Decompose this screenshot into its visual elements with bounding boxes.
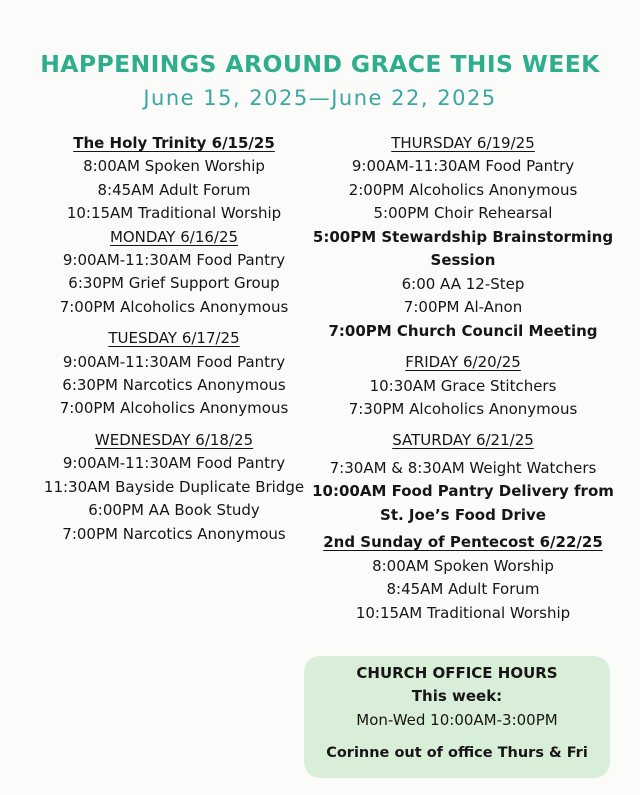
schedule-day-trinity (18, 132, 330, 226)
event-item: 11:30AM Bayside Duplicate Bridge (43, 477, 305, 496)
schedule-day-saturday (310, 429, 616, 527)
event-item: 6:30PM Grief Support Group (68, 274, 280, 293)
office-hours-box (304, 656, 610, 778)
event-item: 7:30PM Alcoholics Anonymous (348, 400, 578, 419)
event-item: 7:00PM Narcotics Anonymous (62, 524, 286, 543)
event-item: 6:30PM Narcotics Anonymous (62, 376, 286, 395)
date-range: June 15, 2025—June 22, 2025 (143, 86, 497, 110)
day-heading: SATURDAY 6/21/25 (392, 431, 534, 450)
office-hours-heading: CHURCH OFFICE HOURS (356, 664, 558, 682)
day-heading: TUESDAY 6/17/25 (108, 329, 240, 348)
event-item: 10:30AM Grace Stitchers (369, 376, 557, 395)
event-item: 7:00PM Al-Anon (403, 298, 523, 317)
day-heading: FRIDAY 6/20/25 (405, 353, 521, 372)
event-item: 2:00PM Alcoholics Anonymous (348, 180, 578, 199)
right-schedule-column (310, 132, 616, 625)
event-item: 7:00PM Alcoholics Anonymous (59, 399, 289, 418)
event-item: 8:45AM Adult Forum (97, 180, 251, 199)
schedule-day-wednesday (18, 429, 330, 546)
schedule-day-friday (310, 351, 616, 421)
event-item: 6:00 AA 12-Step (401, 274, 525, 293)
event-item-highlighted: 10:00AM Food Pantry Delivery from St. Joe’s Food Drive (312, 482, 614, 524)
schedule-day-thursday (310, 132, 616, 343)
day-heading: WEDNESDAY 6/18/25 (94, 430, 254, 449)
event-item: 10:15AM Traditional Worship (66, 204, 282, 223)
event-item: 8:45AM Adult Forum (386, 580, 540, 599)
event-item: 7:30AM & 8:30AM Weight Watchers (329, 458, 597, 477)
event-item-highlighted: 7:00PM Church Council Meeting (328, 321, 598, 340)
event-item: 9:00AM-11:30AM Food Pantry (351, 157, 575, 176)
office-hours-subheading: This week: (411, 687, 503, 705)
day-heading: 2nd Sunday of Pentecost 6/22/25 (323, 533, 603, 552)
day-heading: THURSDAY 6/19/25 (391, 134, 535, 152)
event-item: 8:00AM Spoken Worship (372, 556, 554, 575)
event-item: 8:00AM Spoken Worship (83, 157, 265, 176)
event-item: 10:15AM Traditional Worship (355, 603, 571, 622)
schedule-day-monday (18, 226, 330, 320)
event-item: 9:00AM-11:30AM Food Pantry (62, 454, 286, 473)
day-heading: The Holy Trinity 6/15/25 (73, 134, 275, 152)
event-item: 5:00PM Choir Rehearsal (373, 204, 553, 223)
page-title: HAPPENINGS AROUND GRACE THIS WEEK (40, 50, 600, 78)
event-item: 7:00PM Alcoholics Anonymous (59, 297, 289, 316)
left-schedule-column (18, 132, 330, 546)
event-item: 9:00AM-11:30AM Food Pantry (62, 352, 286, 371)
schedule-day-tuesday (18, 327, 330, 421)
event-item-highlighted: 5:00PM Stewardship Brainstorming Session (312, 227, 614, 270)
event-item: 9:00AM-11:30AM Food Pantry (62, 251, 286, 270)
schedule-day-pentecost (310, 531, 616, 625)
office-hours-note: Corinne out of office Thurs & Fri (326, 745, 588, 761)
day-heading: MONDAY 6/16/25 (109, 227, 239, 246)
office-hours-times: Mon-Wed 10:00AM-3:00PM (356, 711, 558, 729)
event-item: 6:00PM AA Book Study (88, 501, 260, 520)
